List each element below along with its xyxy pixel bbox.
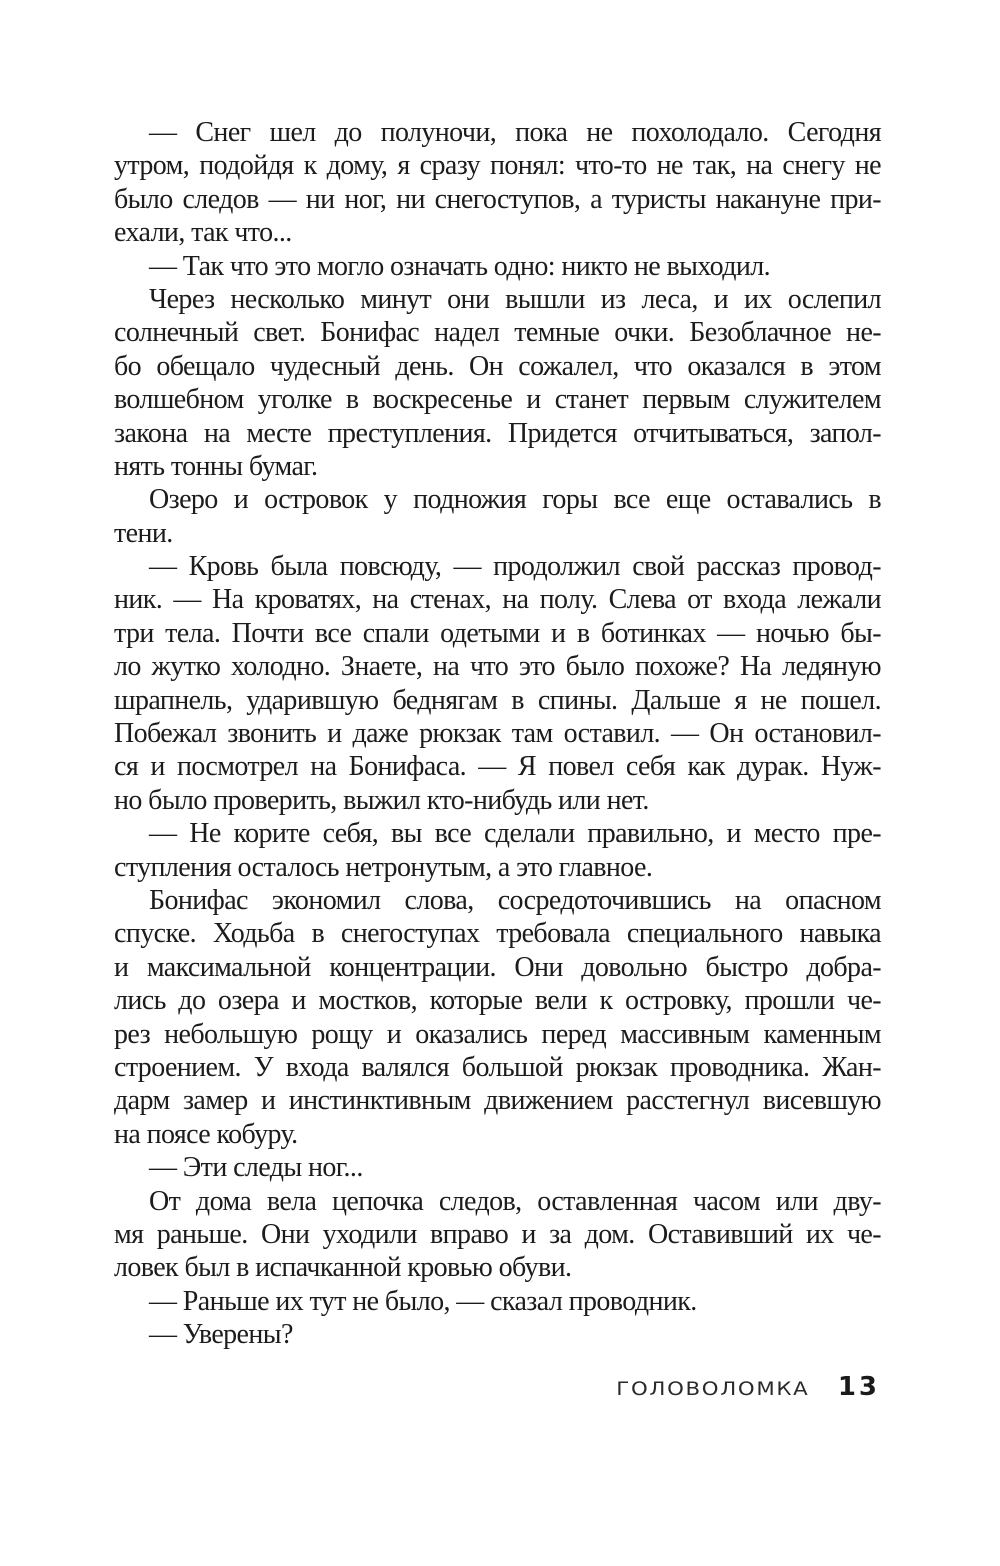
text-line: солнечный свет. Бонифас надел темные очки. Безоблачное не- <box>114 317 881 349</box>
text-line: ло жутко холодно. Знаете, на что это было похоже? На ледяную <box>114 651 881 683</box>
text-line: От дома вела цепочка следов, оставленная часом или дву- <box>149 1185 881 1217</box>
text-line: — Снег шел до полуночи, пока не похолодало. Сегодня <box>149 117 881 148</box>
text-line: Через несколько минут они вышли из леса, и их ослепил <box>149 283 881 315</box>
text-line: мя раньше. Они уходили вправо и за дом. Оставивший их че- <box>114 1218 881 1250</box>
text-line: ся и посмотрел на Бонифаса. — Я повел себя как дурак. Нуж- <box>114 751 881 783</box>
text-line: но было проверить, выжил кто-нибудь или нет. <box>114 784 649 816</box>
page-number: 13 <box>837 1372 880 1402</box>
text-line: ник. — На кроватях, на стенах, на полу. Слева от входа лежали <box>114 584 881 616</box>
text-line: спуске. Ходьба в снегоступах требовала специального навыка <box>114 918 881 950</box>
text-line: было следов — ни ног, ни снегоступов, а туристы накануне при- <box>114 183 881 215</box>
text-line: на поясе кобуру. <box>114 1118 298 1150</box>
text-line: и максимальной концентрации. Они довольно быстро добра- <box>114 951 881 983</box>
text-line: тени. <box>114 517 173 549</box>
text-line: лись до озера и мостков, которые вели к островку, прошли че- <box>114 985 881 1017</box>
text-line: Побежал звонить и даже рюкзак там оставил. — Он остановил- <box>114 718 881 750</box>
text-line: рез небольшую рощу и оказались перед массивным каменным <box>114 1018 881 1050</box>
page-footer <box>616 1372 880 1402</box>
text-line: — Уверены? <box>149 1319 293 1351</box>
text-line: ступления осталось нетронутым, а это главное. <box>114 851 653 883</box>
text-line: бо обещало чудесный день. Он сожалел, что оказался в этом <box>114 350 881 382</box>
text-line: — Эти следы ног... <box>149 1152 363 1184</box>
text-line: три тела. Почти все спали одетыми и в ботинках — ночью бы- <box>114 617 881 649</box>
text-line: — Кровь была повсюду, — продолжил свой рассказ провод- <box>149 551 881 583</box>
text-line: волшебном уголке в воскресенье и станет первым служителем <box>114 384 881 416</box>
text-line: — Не корите себя, вы все сделали правильно, и место пре- <box>149 818 881 850</box>
text-line: — Раньше их тут не было, — сказал проводник. <box>149 1285 697 1317</box>
text-line: Бонифас экономил слова, сосредоточившись на опасном <box>149 884 881 916</box>
text-line: строением. У входа валялся большой рюкзак проводника. Жан- <box>114 1051 881 1083</box>
text-line: дарм замер и инстинктивным движением расстегнул висевшую <box>114 1085 881 1117</box>
text-line: закона на месте преступления. Придется отчитываться, запол- <box>114 417 881 449</box>
running-title: ГОЛОВОЛОМКА <box>616 1378 810 1400</box>
page-body-text <box>114 116 881 1351</box>
text-line: ехали, так что... <box>114 217 292 249</box>
text-line: ловек был в испачканной кровью обуви. <box>114 1252 572 1284</box>
text-line: шрапнель, ударившую беднягам в спины. Дальше я не пошел. <box>114 684 881 716</box>
text-line: утром, подойдя к дому, я сразу понял: что-то не так, на снегу не <box>114 150 881 182</box>
text-line: Озеро и островок у подножия горы все еще оставались в <box>149 484 881 516</box>
text-line: нять тонны бумаг. <box>114 450 318 482</box>
text-line: — Так что это могло означать одно: никто не выходил. <box>149 250 771 282</box>
